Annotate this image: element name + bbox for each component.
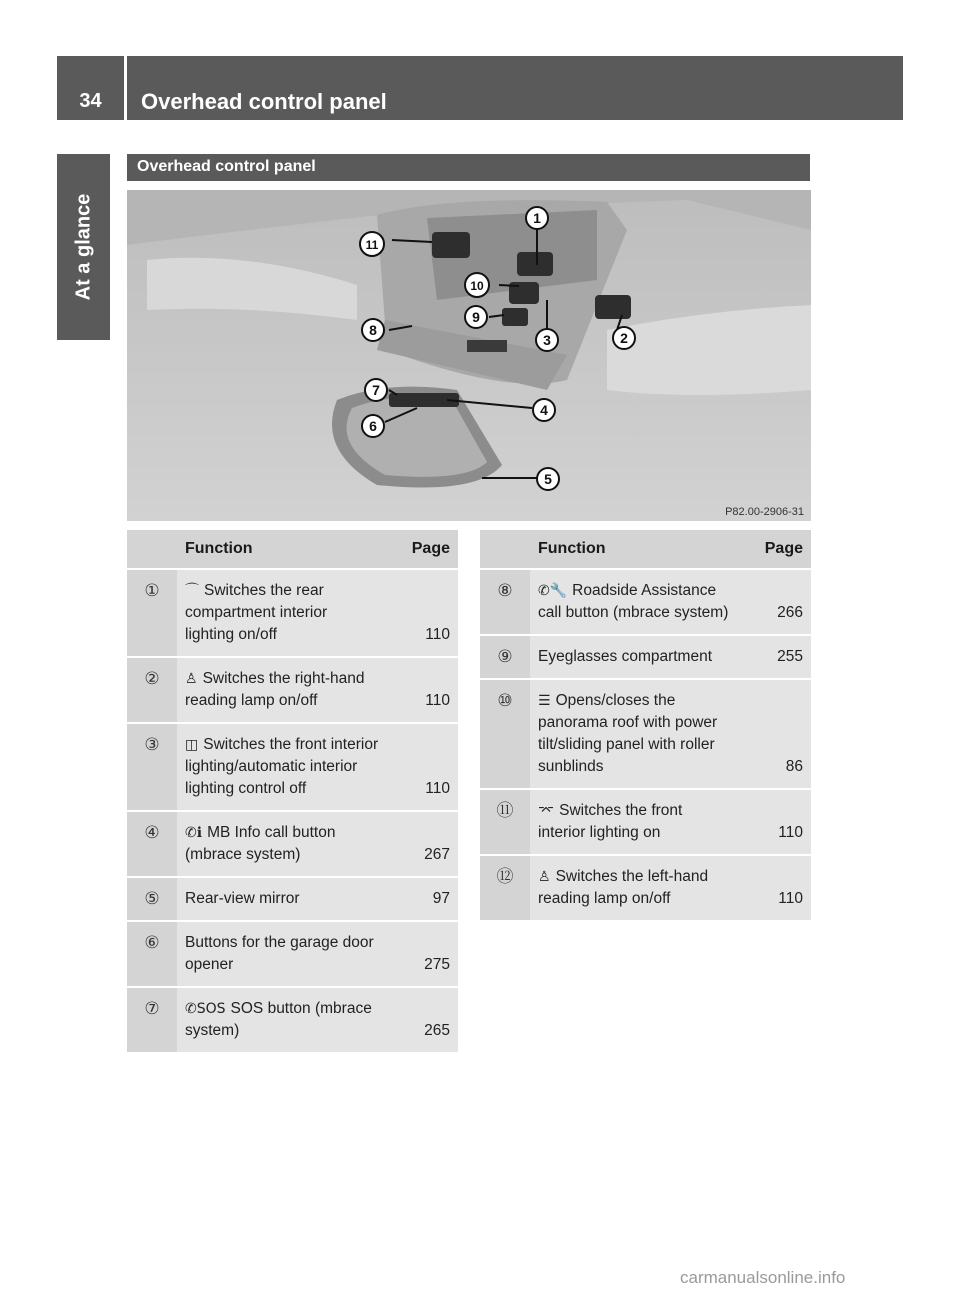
interior-light-auto-icon: ◫ <box>185 737 199 753</box>
side-tab-label: At a glance <box>72 193 94 301</box>
function-text: Switches the right-hand reading lamp on/off <box>185 670 365 709</box>
header-function: Function <box>177 530 388 570</box>
svg-text:10: 10 <box>470 279 484 293</box>
callout-6 <box>362 415 384 437</box>
row-function <box>177 878 388 922</box>
row-page: 267 <box>388 812 458 878</box>
row-page: 110 <box>388 658 458 724</box>
row-page: 266 <box>741 570 811 636</box>
header-num <box>480 530 530 570</box>
table-row <box>480 856 811 922</box>
callout-8 <box>362 319 384 341</box>
header-function: Function <box>530 530 741 570</box>
row-function <box>177 658 388 724</box>
row-page: 110 <box>388 724 458 812</box>
function-text: Rear-view mirror <box>185 890 300 907</box>
row-number: ② <box>127 658 177 724</box>
overhead-panel-photo <box>127 190 811 521</box>
reading-lamp-icon: ♙ <box>185 671 198 687</box>
row-number: ① <box>127 570 177 658</box>
side-tab <box>57 154 110 340</box>
row-number: ⑪ <box>480 790 530 856</box>
row-page: 110 <box>388 570 458 658</box>
row-number: ③ <box>127 724 177 812</box>
row-number: ⑦ <box>127 988 177 1054</box>
function-text: MB Info call button (mbrace system) <box>185 824 336 863</box>
page-header-bar <box>57 56 903 120</box>
header-page: Page <box>388 530 458 570</box>
svg-text:11: 11 <box>365 238 379 252</box>
info-call-icon: ✆ℹ <box>185 825 203 841</box>
svg-text:4: 4 <box>540 402 548 418</box>
svg-text:2: 2 <box>620 330 628 346</box>
svg-text:9: 9 <box>472 309 480 325</box>
function-text: Switches the front interior lighting on <box>538 802 683 841</box>
callout-10 <box>465 273 489 297</box>
table-row <box>127 922 458 988</box>
header-page: Page <box>741 530 811 570</box>
row-number: ⑨ <box>480 636 530 680</box>
row-number: ⑫ <box>480 856 530 922</box>
row-function <box>530 570 741 636</box>
row-function <box>530 680 741 790</box>
section-title: Overhead control panel <box>137 158 316 175</box>
row-number: ⑥ <box>127 922 177 988</box>
panorama-roof-icon: ☰ <box>538 693 551 709</box>
row-number: ④ <box>127 812 177 878</box>
function-text: Switches the front interior lighting/automatic interior lighting control off <box>185 736 379 797</box>
table-row <box>127 724 458 812</box>
function-text: Buttons for the garage door opener <box>185 934 374 973</box>
row-page: 86 <box>741 680 811 790</box>
function-text: Roadside Assistance call button (mbrace system) <box>538 582 729 621</box>
reading-lamp-icon: ♙ <box>538 869 551 885</box>
header-divider <box>124 56 127 120</box>
row-page: 265 <box>388 988 458 1054</box>
function-text: Switches the left-hand reading lamp on/off <box>538 868 709 907</box>
row-page: 275 <box>388 922 458 988</box>
callout-5 <box>537 468 559 490</box>
row-function <box>530 790 741 856</box>
watermark-footer: carmanualsonline.info <box>680 1268 846 1287</box>
table-row <box>480 790 811 856</box>
page-title: Overhead control panel <box>141 89 387 114</box>
callout-1 <box>526 207 548 229</box>
table-row <box>480 570 811 636</box>
svg-text:7: 7 <box>372 382 380 398</box>
row-number: ⑧ <box>480 570 530 636</box>
front-light-icon: ⌤ <box>538 803 555 819</box>
row-function <box>530 636 741 680</box>
row-page: 97 <box>388 878 458 922</box>
row-function <box>530 856 741 922</box>
row-function <box>177 812 388 878</box>
table-row <box>127 570 458 658</box>
function-text: Switches the rear compartment interior lighting on/off <box>185 582 328 643</box>
function-text: Opens/closes the panorama roof with power tilt/sliding panel with roller sunblinds <box>538 692 718 775</box>
photo-code: P82.00-2906-31 <box>725 506 804 518</box>
table-row <box>127 878 458 922</box>
callout-2 <box>613 327 635 349</box>
table-row <box>127 812 458 878</box>
svg-text:5: 5 <box>544 471 552 487</box>
row-page: 110 <box>741 856 811 922</box>
roadside-assistance-icon: ✆🔧 <box>538 583 568 599</box>
table-row <box>127 658 458 724</box>
table-row <box>127 988 458 1054</box>
svg-text:3: 3 <box>543 332 551 348</box>
table-row <box>480 680 811 790</box>
row-function <box>177 988 388 1054</box>
svg-text:8: 8 <box>369 322 377 338</box>
function-table-right <box>480 530 811 922</box>
page-number: 34 <box>79 90 102 112</box>
callout-11 <box>360 232 384 256</box>
function-text: SOS button (mbrace system) <box>185 1000 372 1039</box>
svg-text:6: 6 <box>369 418 377 434</box>
row-page: 110 <box>741 790 811 856</box>
row-number: ⑩ <box>480 680 530 790</box>
callout-3 <box>536 329 558 351</box>
row-function <box>177 724 388 812</box>
overhead-panel-illustration <box>127 190 811 521</box>
row-function <box>177 922 388 988</box>
table-header-row <box>480 530 811 570</box>
section-header <box>127 154 810 181</box>
table-row <box>480 636 811 680</box>
row-page: 255 <box>741 636 811 680</box>
function-table-left <box>127 530 458 1054</box>
row-number: ⑤ <box>127 878 177 922</box>
callout-4 <box>533 399 555 421</box>
callout-7 <box>365 379 387 401</box>
sos-icon: ✆SOS <box>185 1001 226 1017</box>
table-header-row <box>127 530 458 570</box>
rear-light-icon: ⌒ <box>185 583 199 599</box>
row-function <box>177 570 388 658</box>
function-text: Eyeglasses compartment <box>538 648 713 665</box>
svg-text:1: 1 <box>533 210 541 226</box>
callout-9 <box>465 306 487 328</box>
header-num <box>127 530 177 570</box>
